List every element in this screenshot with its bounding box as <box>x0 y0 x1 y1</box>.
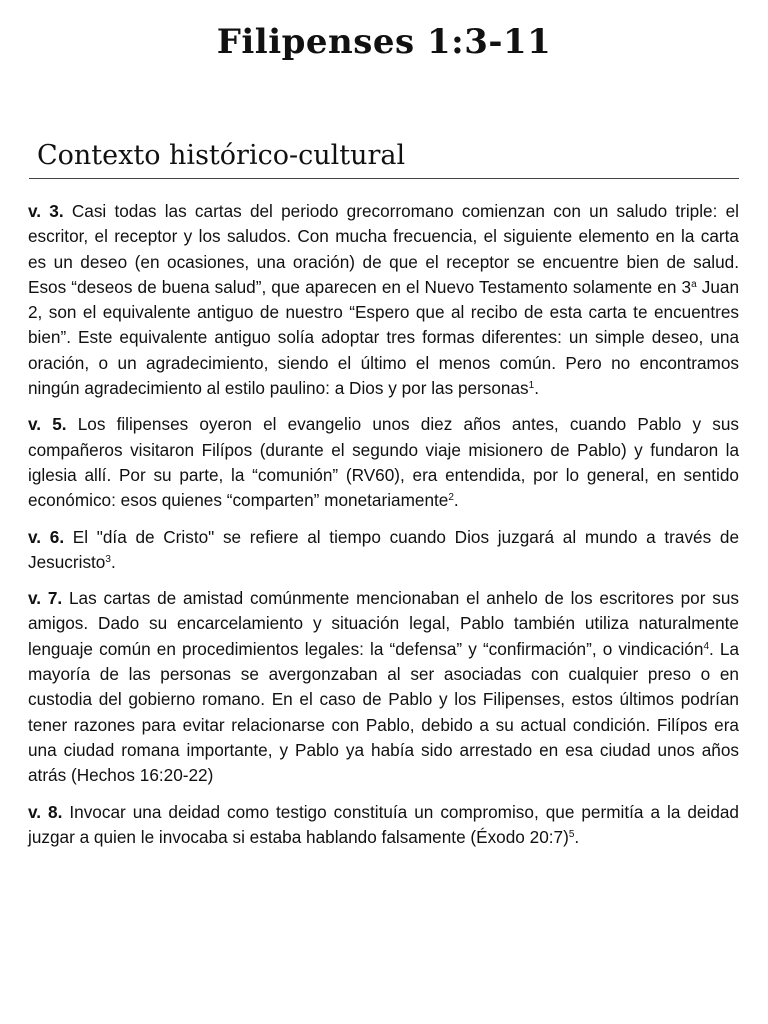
paragraph-v3 <box>28 199 739 401</box>
paragraph-text: Las cartas de amistad comúnmente mencionaban el anhelo de los escritores por sus amigos. Dado su encarcelamiento y situación legal, Pablo también utiliza naturalmente lenguaje común en procedimientos legales: la “defensa” y “confirmación”, o vindicación <box>28 588 739 659</box>
paragraph-v7 <box>28 586 739 788</box>
paragraph-text: Los filipenses oyeron el evangelio unos diez años antes, cuando Pablo y sus compañeros visitaron Filípos (durante el segundo viaje misionero de Pablo) y fundaron la iglesia allí. Por su parte, la “comunión” (RV60), era entendida, por lo general, en sentido económico: esos quienes “comparten” monetariamente <box>28 414 739 511</box>
ordinal-superscript: a <box>691 278 697 290</box>
verse-label: v. 8. <box>28 801 63 822</box>
paragraph-v6 <box>28 525 739 576</box>
footnote-ref-1[interactable]: 1 <box>528 380 535 392</box>
verse-label: v. 7. <box>28 588 63 609</box>
footnote-ref-3[interactable]: 3 <box>105 553 111 565</box>
section-divider <box>29 178 739 179</box>
paragraph-text: Invocar una deidad como testigo constituía un compromiso, que permitía a la deidad juzgar a quien le invocaba si estaba hablando falsamente (Éxodo 20:7) <box>28 801 739 847</box>
document-body <box>28 199 739 861</box>
verse-label: v. 5. <box>28 414 67 435</box>
section-heading: Contexto histórico-cultural <box>37 140 406 171</box>
paragraph-v5 <box>28 412 739 513</box>
paragraph-text: . La mayoría de las personas se avergonzaban al ser asociadas con cualquier preso o en custodia del gobierno romano. En el caso de Pablo y los Filipenses, estos últimos podrían tener razones para evitar relacionarse con Pablo, debido a su actual condición. Filípos era una ciudad romana importante, y Pablo ya había sido arrestado en esa ciudad unos años atrás (Hechos 16:20-22) <box>28 638 740 786</box>
paragraph-text: El "día de Cristo" se refiere al tiempo cuando Dios juzgará al mundo a través de Jesucristo <box>28 526 739 572</box>
paragraph-text: Casi todas las cartas del periodo grecorromano comienzan con un saludo triple: el escritor, el receptor y los saludos. Con mucha frecuencia, el siguiente elemento en la carta es un deseo (en ocasiones, una oración) de que el receptor se encuentre bien de salud. Esos “deseos de buena salud”, que aparecen en el Nuevo Testamento solamente en 3 <box>28 201 739 297</box>
footnote-ref-2[interactable]: 2 <box>448 492 454 504</box>
footnote-ref-5[interactable]: 5 <box>568 828 575 840</box>
paragraph-text: Juan 2, son el equivalente antiguo de nuestro “Espero que al recibo de esta carta te encuentres bien”. Este equivalente antiguo solía adoptar tres formas diferentes: un simple deseo, una oración, o un agradecimiento, siendo el último el menos común. Pero no encontramos ningún agradecimiento al estilo paulino: a Dios y por las personas <box>28 276 740 399</box>
paragraph-text: . <box>534 378 539 399</box>
verse-label: v. 3. <box>28 201 64 221</box>
page-title: Filipenses 1:3-11 <box>216 22 552 62</box>
paragraph-text: . <box>574 826 580 847</box>
paragraph-text: . <box>110 551 116 572</box>
paragraph-v8 <box>28 800 739 851</box>
verse-label: v. 6. <box>28 526 65 547</box>
footnote-ref-4[interactable]: 4 <box>703 640 709 652</box>
paragraph-text: . <box>453 490 459 511</box>
